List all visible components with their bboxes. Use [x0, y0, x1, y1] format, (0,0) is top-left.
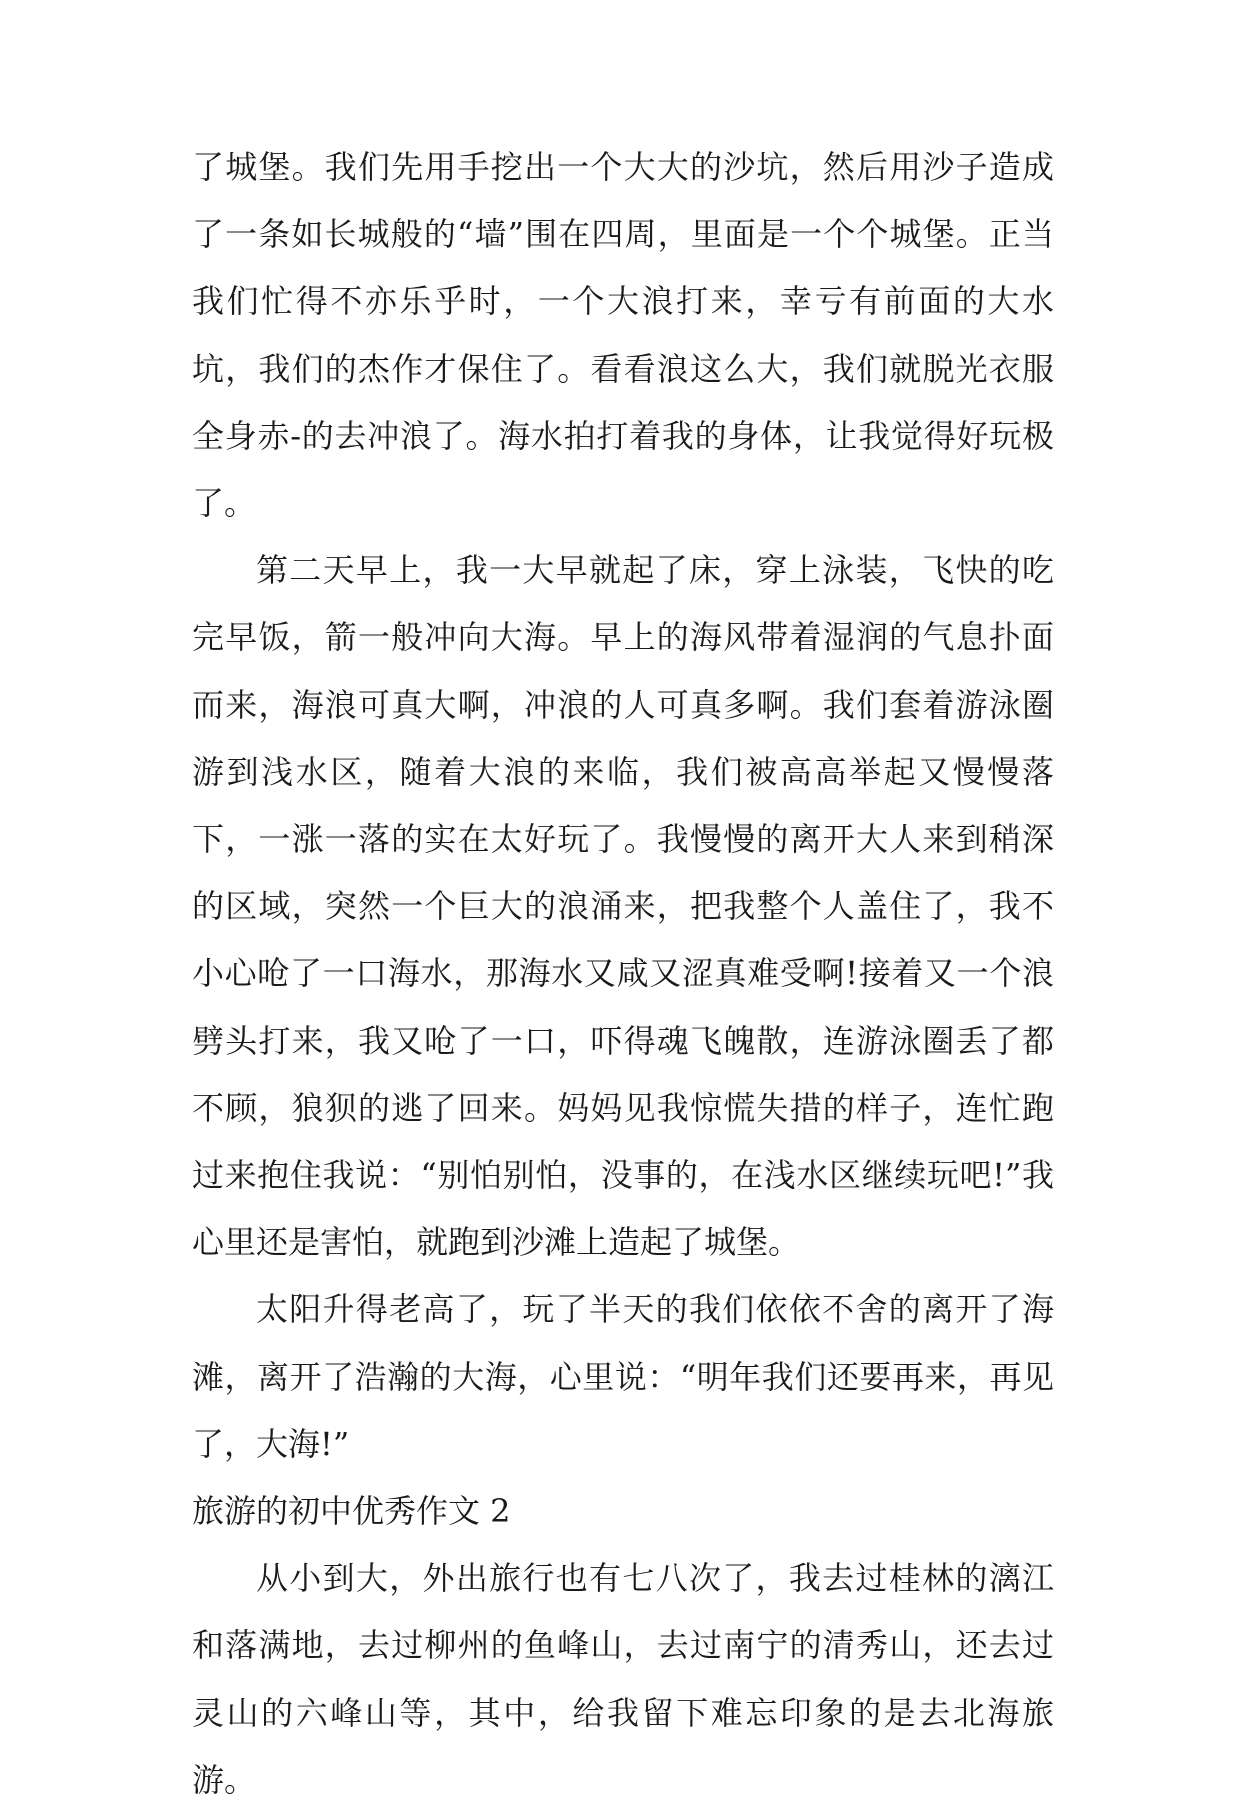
paragraph-continued: 了城堡。我们先用手挖出一个大大的沙坑，然后用沙子造成了一条如长城般的“墙”围在四周，里面是一个个城堡。正当我们忙得不亦乐乎时，一个大浪打来，幸亏有前面的大水坑，我们的杰作才保住了。看看浪这么大，我们就脱光衣服全身赤-的去冲浪了。海水拍打着我的身体，让我觉得好玩极了。	[192, 148, 1054, 523]
essay-heading: 旅游的初中优秀作文 2	[192, 1492, 511, 1531]
paragraph-farewell: 太阳升得老高了，玩了半天的我们依依不舍的离开了海滩，离开了浩瀚的大海，心里说：“明年我们还要再来，再见了，大海!”	[192, 1290, 1054, 1463]
paragraph-second-day: 第二天早上，我一大早就起了床，穿上泳装，飞快的吃完早饭，箭一般冲向大海。早上的海风带着湿润的气息扑面而来，海浪可真大啊，冲浪的人可真多啊。我们套着游泳圈游到浅水区，随着大浪的来临，我们被高高举起又慢慢落下，一涨一落的实在太好玩了。我慢慢的离开大人来到稍深的区域，突然一个巨大的浪涌来，把我整个人盖住了，我不小心呛了一口海水，那海水又咸又涩真难受啊!接着又一个浪劈头打来，我又呛了一口，吓得魂飞魄散，连游泳圈丢了都不顾，狼狈的逃了回来。妈妈见我惊慌失措的样子，连忙跑过来抱住我说：“别怕别怕，没事的，在浅水区继续玩吧!”我心里还是害怕，就跑到沙滩上造起了城堡。	[192, 551, 1054, 1262]
document-body	[192, 134, 1054, 1814]
paragraph-intro: 从小到大，外出旅行也有七八次了，我去过桂林的漓江和落满地，去过柳州的鱼峰山，去过南宁的清秀山，还去过灵山的六峰山等，其中，给我留下难忘印象的是去北海旅游。	[192, 1559, 1054, 1799]
